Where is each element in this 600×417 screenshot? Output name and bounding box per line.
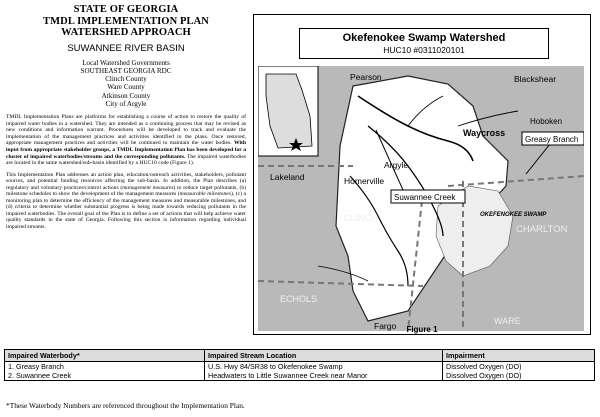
government-line: City of Argyle xyxy=(105,99,147,108)
map-label-echols: ECHOLS xyxy=(280,294,318,304)
left-column xyxy=(6,4,246,231)
map-label-swamp: OKEFENOKEE SWAMP xyxy=(480,212,547,218)
footnote: *These Waterbody Numbers are referenced throughout the Implementation Plan. xyxy=(6,401,245,410)
callout-greasy-label: Greasy Branch xyxy=(525,135,579,144)
basin-title: SUWANNEE RIVER BASIN xyxy=(67,42,185,54)
government-line: Local Watershed Governments xyxy=(82,58,170,67)
map-label-lakeland: Lakeland xyxy=(270,172,305,182)
body-text xyxy=(6,114,246,230)
government-line: Ware County xyxy=(107,83,145,92)
table-cell: Headwaters to Little Suwannee Creek near Manor xyxy=(205,371,443,381)
watershed-map xyxy=(258,66,584,331)
governments-list xyxy=(6,59,246,109)
government-line: Clinch County xyxy=(105,75,147,84)
impaired-waterbody-table xyxy=(4,349,595,381)
government-line: Atkinson County xyxy=(101,91,151,100)
state-title: STATE OF GEORGIA xyxy=(73,4,179,15)
table-cell: Dissolved Oxygen (DO) xyxy=(443,362,595,372)
table-cell: 1. Greasy Branch xyxy=(5,362,205,372)
map-label-argyle: Argyle xyxy=(384,160,409,170)
table-header-location: Impaired Stream Location xyxy=(205,350,443,362)
government-line: SOUTHEAST GEORGIA RDC xyxy=(80,66,172,75)
map-label-charlton: CHARLTON xyxy=(516,224,568,235)
table-header-waterbody: Impaired Waterbody* xyxy=(5,350,205,362)
figure-caption: Figure 1 xyxy=(406,325,438,334)
map-label-hoboken: Hoboken xyxy=(530,117,563,126)
map-title: Okefenokee Swamp Watershed xyxy=(342,32,506,44)
intro-paragraph: TMDL Implementation Plans are platforms for establishing a course of action to restore the quality of impaired water bodies in a watershed. They are intended as a continuing process that may be revised as new conditions and information warrant. Procedures will be developed to track and evaluate the implementation of the management practices and activities identified in the plans. Once restored, appropriate management practices and activities will be continued to maintain the water bodies. With input from appropriate stakeholder groups, a TMDL Implementation Plan has been developed for a cluster of impaired waterbodies/streams and the corresponding pollutants. The impaired waterbodies are located in the same watershed/sub-basin identified by a HUC10 code (Figure 1). xyxy=(6,114,246,167)
map-label-waycross: Waycross xyxy=(463,128,506,138)
plan-paragraph: This Implementation Plan addresses an action plan, education/outreach activities, stakeholders, pollutant sources, and potential funding resources affecting the sub-basin. In addition, the Plan describes (a) regulatory and voluntary practices/control actions (management measures) to reduce target pollutants, (b) milestone schedules to show the development of the management measures (measurable milestones), (c) a monitoring plan to determine the efficiency of the management measures and measurable milestones, and (d) criteria to determine whether substantial progress is being made towards reducing pollutants in the impaired waterbodies. The overall goal of the Plan is to define a set of actions that will help achieve water quality standards in the state of Georgia. Following this section is information regarding individual impaired streams. xyxy=(6,171,247,231)
table-header-row xyxy=(5,350,595,362)
table-cell: 2. Suwannee Creek xyxy=(5,371,205,381)
document-header xyxy=(6,4,246,54)
map-label-ware: WARE xyxy=(494,316,521,326)
map-huc: HUC10 #0311020101 xyxy=(383,45,465,55)
map-label-homerville: Homerville xyxy=(344,176,385,186)
table-row xyxy=(5,362,595,372)
map-title-box xyxy=(299,28,549,59)
table-header-impairment: Impairment xyxy=(443,350,595,362)
callout-suwannee-label: Suwannee Creek xyxy=(394,193,456,202)
map-label-blackshear: Blackshear xyxy=(514,74,557,84)
table-cell: Dissolved Oxygen (DO) xyxy=(443,371,595,381)
map-graphic xyxy=(258,66,584,331)
map-label-pearson: Pearson xyxy=(350,72,382,82)
map-label-clinch: CLINCH xyxy=(344,213,378,223)
table-row xyxy=(5,371,595,381)
plan-title: TMDL IMPLEMENTATION PLAN xyxy=(43,15,209,27)
approach-title: WATERSHED APPROACH xyxy=(61,27,191,38)
table-cell: U.S. Hwy 84/SR38 to Okefenokee Swamp xyxy=(205,362,443,372)
map-label-fargo: Fargo xyxy=(374,321,397,331)
